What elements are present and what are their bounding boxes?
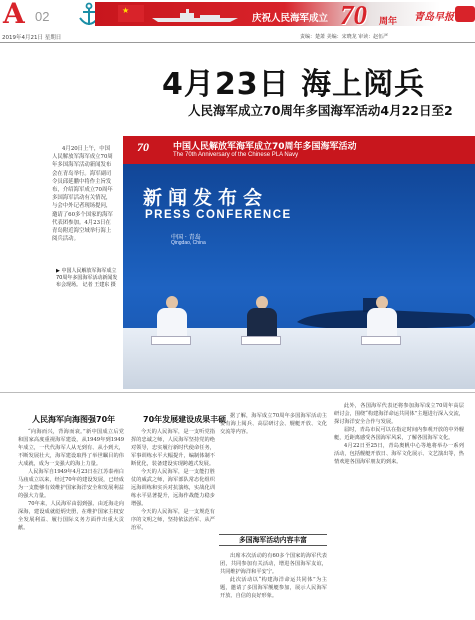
backdrop-city-en: Qingdao, China [171, 240, 206, 246]
section-title: 70年发展建设成果丰硕 [143, 415, 227, 424]
newspaper-badge-icon [455, 6, 475, 22]
caption-credit: 记者 王建东 摄 [82, 282, 116, 288]
subheadline: 人民海军成立70周年多国海军活动4月22日至2 [188, 103, 453, 118]
newspaper-logo: 青岛早报 [414, 12, 454, 23]
date-line: 2019年4月21日 星期日 [2, 35, 62, 41]
article-column [334, 402, 464, 618]
editors-line: 责编：楚萧 美编：宋晓龙 审读：赵伍严 [300, 34, 389, 40]
paragraph: 人民海军自1949年4月23日在江苏泰州白马庙成立以来，经过70年的建设发展，已经成为一支能够有效维护国家海洋安全和发展利益的强大力量。 [18, 469, 124, 499]
section-letter: A [3, 0, 25, 30]
article-column [131, 428, 215, 618]
paragraph: 今天的人民海军，是一支规范有序的文明之师，坚持依法治军、从严治军。 [131, 509, 215, 531]
paragraph: 据了解，海军成立70周年多国海军活动主要有海上阅兵、高层研讨会、舰艇开放、文化交流等内容。 [220, 413, 327, 435]
paragraph: 4月22日至25日，青岛奥帆中心等地将举办一系列活动，包括舰艇开放日、海军文化展示、文艺演出等，热情欢迎各国海军朋友的到来。 [334, 443, 464, 465]
press-conference-photo [123, 136, 475, 389]
article-column [18, 428, 124, 618]
paragraph: “向海而兴，背海而衰。”新中国成立后党和国家高度重视海军建设，从1949年到1949年成立，一代代海军人从无到有、从小到大，不断发展壮大，海军建设取得了举世瞩目的伟大成就，成为一支强大的海上力量。 [18, 429, 124, 467]
backdrop-en: PRESS CONFERENCE [145, 209, 292, 221]
lead-paragraph: 4月20日上午，中国人民解放军海军成立70周年多国海军活动新闻发布会在青岛举行。海军副司令员邱延鹏中将作主旨发布，介绍海军成立70周年多国海军活动有关情况，与会中外记者现场提问，邀请了60多个国家的海军代表团参加。4月23日在青岛附近海空域举行海上阅兵活动。 [52, 146, 113, 243]
triangle-icon: ▶ [56, 268, 60, 274]
speaker-person [367, 296, 397, 336]
backdrop-cn: 新闻发布会 [143, 187, 269, 209]
photo-banner [123, 136, 475, 164]
paragraph: 出席本次活动的有60多个国家的海军代表团，共同参加有关活动，增进各国海军友谊，共同维护海洋和平安宁。 [220, 553, 327, 575]
banner-en: The 70th Anniversary of the Chinese PLA Navy [173, 152, 299, 158]
paragraph: 此外，各国海军代表还将参加海军成立70周年高层研讨会，围绕“构建海洋命运共同体”主题进行深入交流，探讨海洋安全合作与发展。 [334, 403, 464, 425]
paragraph: 此次活动以“构建海洋命运共同体”为主题，邀请了多国海军舰艇参加，展示人民海军开放、自信的良好形象。 [220, 577, 327, 599]
paragraph: 届时，青岛市民可以在指定时间内参观开放的中外舰艇，近距离感受各国海军风采，了解各国海军文化。 [334, 427, 464, 441]
photo-caption [56, 268, 118, 289]
backdrop-city-cn: 中国 · 青岛 [171, 234, 201, 241]
nameplate [151, 336, 191, 345]
paragraph: 70年来，人民海军由弱到强、由近海走向深海，建设成就彪炳史册，在维护国家主权安全发展利益、履行国际义务方面作出重大贡献。 [18, 501, 124, 531]
header-divider [0, 42, 475, 43]
paragraph: 今天的人民海军，是一支能打胜仗的威武之师，海军部队常态化组织远海训练和实兵对抗演练，实战化训练水平显著提升，远海作战能力稳步增强。 [131, 469, 215, 507]
header-title-suffix: 周年 [379, 17, 398, 27]
china-flag-icon: ★ [118, 5, 144, 22]
paragraph: 今天的人民海军，是一支听党指挥的忠诚之师，人民海军坚持党的绝对领导，忠实履行新时代使命任务，军事训练水平大幅提升，编制体制不断优化，装备建设实现跨越式发展。 [131, 429, 215, 467]
article-column [220, 412, 327, 530]
speaker-person [247, 296, 277, 336]
warship-icon [150, 9, 240, 23]
caption-text: 中国人民解放军海军成立70周年多国海军活动新闻发布会现场。 [56, 268, 118, 288]
article-column [220, 552, 327, 618]
nameplate [361, 336, 401, 345]
speaker-person [157, 296, 187, 336]
header-70-number: 70 [340, 0, 367, 30]
body-divider [0, 392, 475, 393]
header-title: 庆祝人民海军成立 [252, 13, 329, 24]
page-number: 02 [35, 9, 50, 24]
navy-70-logo-icon: 70 [137, 140, 149, 154]
page-header [0, 0, 475, 32]
headline: 4月23日 海上阅兵 [162, 67, 426, 102]
section-title: 人民海军向海图强70年 [32, 415, 116, 424]
section-title: 多国海军活动内容丰富 [219, 534, 327, 546]
banner-cn: 中国人民解放军海军成立70周年多国海军活动 [173, 142, 357, 152]
nameplate [241, 336, 281, 345]
